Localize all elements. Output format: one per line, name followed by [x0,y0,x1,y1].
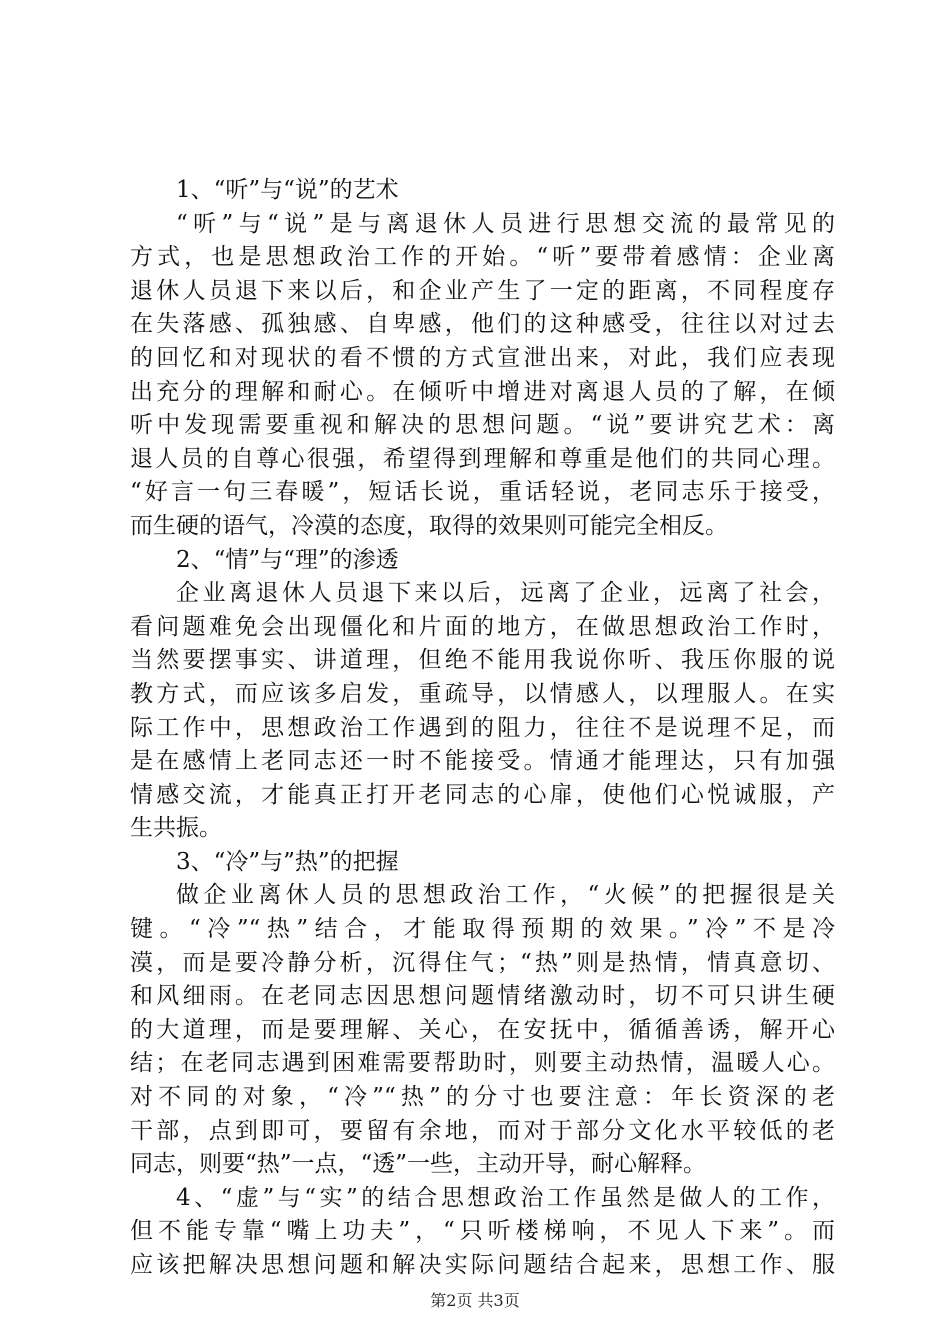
text-line: 键。“冷”“热”结合，才能取得预期的效果。”冷”不是冷 [130,916,835,943]
text-line: 的回忆和对现状的看不惯的方式宣泄出来，对此，我们应表现 [130,344,835,371]
text-line: 方式，也是思想政治工作的开始。“听”要带着感情：企业离 [130,244,835,271]
text-line: 同志，则要“热”一点，“透”一些，主动开导，耐心解释。 [130,1151,707,1178]
page-footer: 第2页 共3页 [430,1291,520,1310]
text-line: 情感交流，才能真正打开老同志的心扉，使他们心悦诚服，产 [130,781,835,808]
text-line: 教方式，而应该多启发，重疏导，以情感人，以理服人。在实 [130,680,835,707]
text-line: 的大道理，而是要理解、关心，在安抚中，循循善诱，解开心 [130,1016,835,1043]
text-line: 当然要摆事实、讲道理，但绝不能用我说你听、我压你服的说 [130,647,835,674]
text-line: 生共振。 [130,815,222,842]
text-line: 和风细雨。在老同志因思想问题情绪激动时，切不可只讲生硬 [130,983,835,1010]
text-line: 是在感情上老同志还一时不能接受。情通才能理达，只有加强 [130,748,835,775]
text-line: 漠，而是要冷静分析，沉得住气；“热”则是热情，情真意切、 [130,949,835,976]
text-line: 2、“情”与“理”的渗透 [176,546,399,573]
text-line: 但不能专靠“嘴上功夫”，“只听楼梯响，不见人下来”。而 [130,1218,835,1245]
text-line: 际工作中，思想政治工作遇到的阻力，往往不是说理不足，而 [130,714,835,741]
text-line: 3、“冷”与”热”的把握 [176,848,399,875]
text-line: 而生硬的语气，冷漠的态度，取得的效果则可能完全相反。 [130,512,728,539]
text-line: 退人员的自尊心很强，希望得到理解和尊重是他们的共同心理。 [130,445,835,472]
text-line: 在失落感、孤独感、自卑感，他们的这种感受，往往以对过去 [130,311,835,338]
text-line: 听中发现需要重视和解决的思想问题。“说”要讲究艺术：离 [130,412,835,439]
text-line: 4、“虚”与“实”的结合思想政治工作虽然是做人的工作， [176,1184,835,1211]
text-line: “听”与“说”是与离退休人员进行思想交流的最常见的 [176,210,835,237]
text-line: 企业离退休人员退下来以后，远离了企业，远离了社会， [176,580,835,607]
text-line: 1、“听”与“说”的艺术 [176,177,399,203]
text-line: 干部，点到即可，要留有余地，而对于部分文化水平较低的老 [130,1117,835,1144]
text-line: 看问题难免会出现僵化和片面的地方，在做思想政治工作时， [130,613,835,640]
text-line: 做企业离休人员的思想政治工作，“火候”的把握很是关 [176,882,835,909]
document-body [130,174,835,1283]
text-line: 结；在老同志遇到困难需要帮助时，则要主动热情，温暖人心。 [130,1050,835,1077]
text-line: 出充分的理解和耐心。在倾听中增进对离退人员的了解，在倾 [130,378,835,405]
text-line: 对不同的对象，“冷”“热”的分寸也要注意：年长资深的老 [130,1084,835,1111]
text-line: 应该把解决思想问题和解决实际问题结合起来，思想工作、服 [130,1252,835,1278]
text-line: “好言一句三春暖”，短话长说，重话轻说，老同志乐于接受， [130,479,835,506]
text-line: 退休人员退下来以后，和企业产生了一定的距离，不同程度存 [130,277,835,304]
